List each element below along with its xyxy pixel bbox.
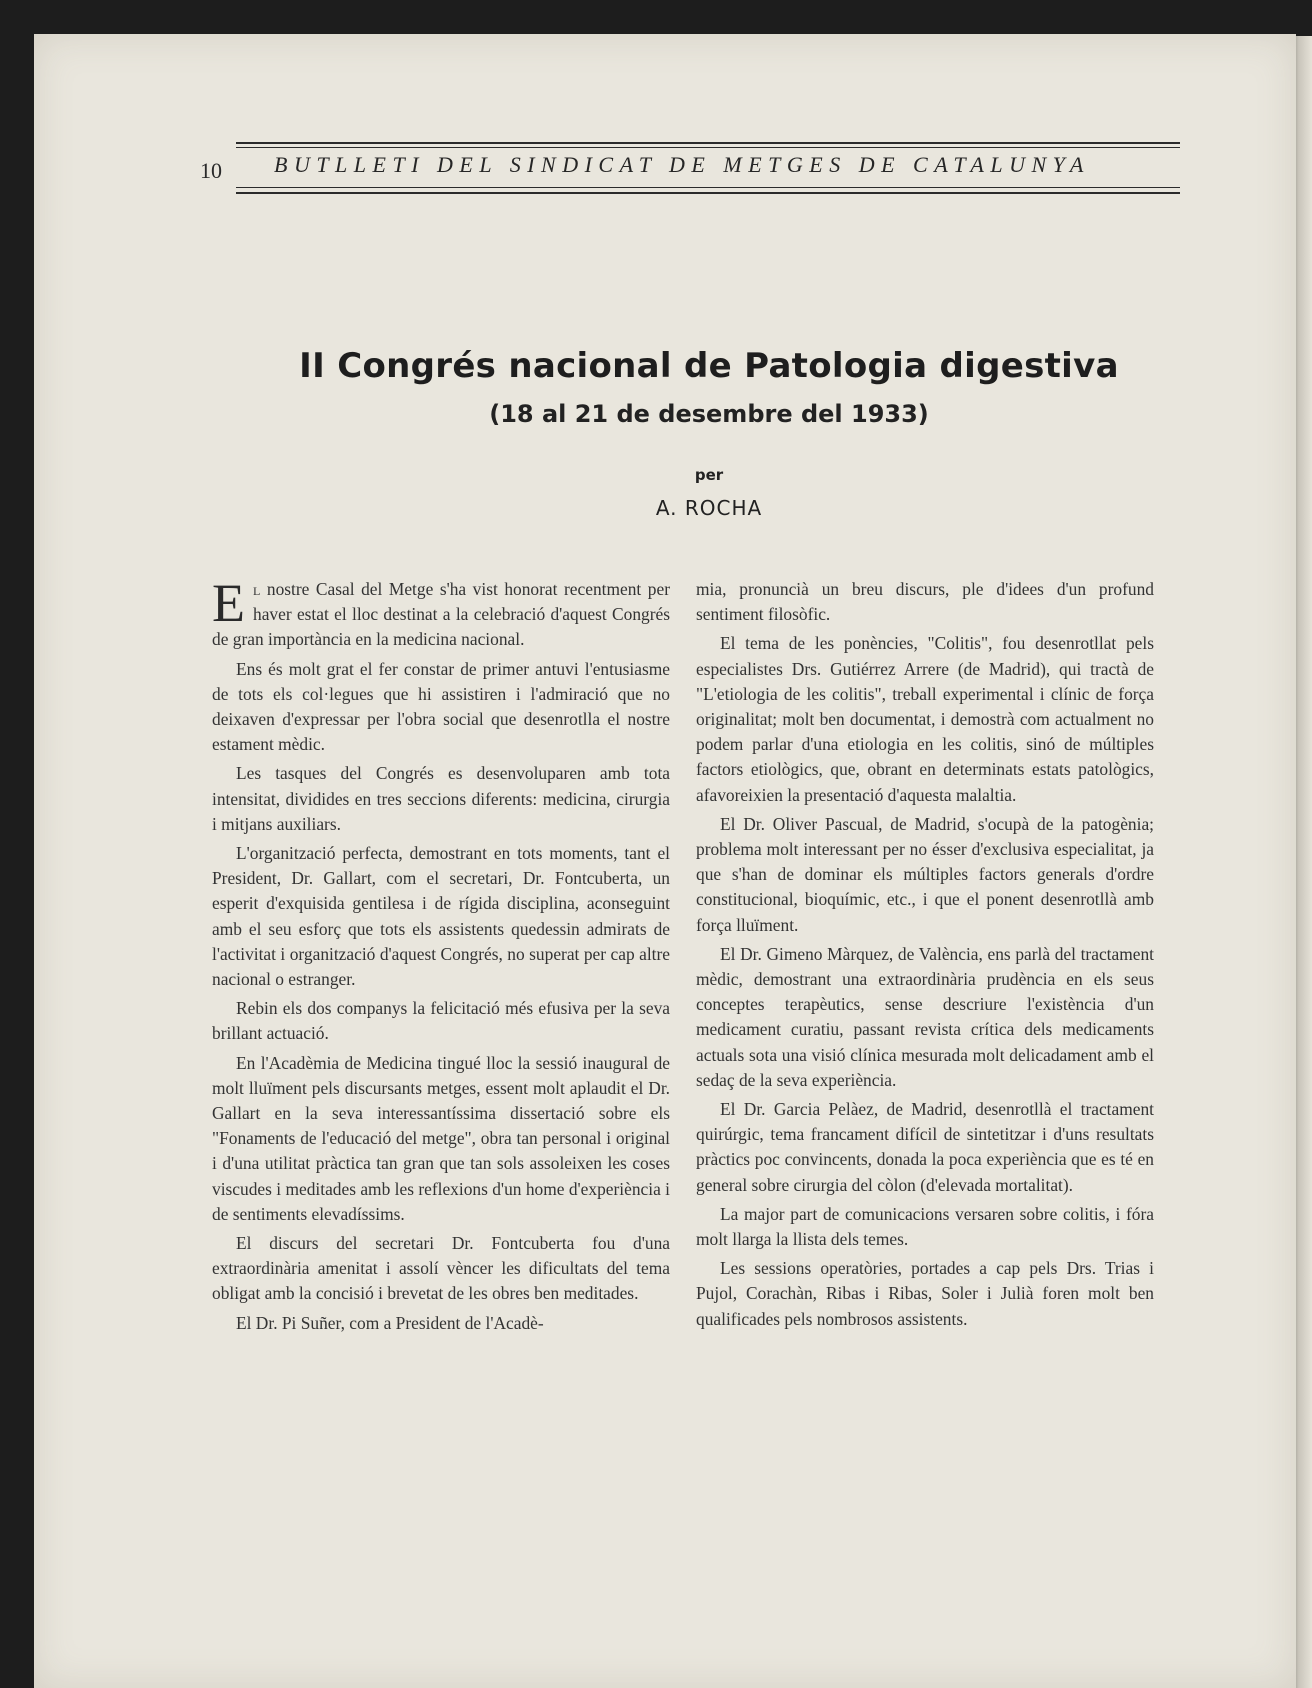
header-rule-top-thin xyxy=(236,147,1180,148)
paragraph: La major part de comunicacions versaren sobre colitis, i fóra molt llarga la llista dels temes. xyxy=(696,1203,1154,1250)
right-column xyxy=(696,577,1154,1336)
drop-cap: E xyxy=(212,573,245,633)
paragraph: El Dr. Garcia Pelàez, de Madrid, desenrotllà el tractament quirúrgic, tema francament difícil de sintetitzar i d'uns resultats pràctics poc convincents, donada la poca experiència que es té en general sobre cirurgia del còlon (d'elevada mortalitat). xyxy=(696,1099,1154,1195)
journal-title: BUTLLETI DEL SINDICAT DE METGES DE CATALUNYA xyxy=(274,152,1090,177)
document-page xyxy=(34,34,1296,1688)
paragraph: El Dr. Pi Suñer, com a President de l'Acadè- xyxy=(236,1312,544,1333)
paragraph: El Dr. Oliver Pascual, de Madrid, s'ocupà de la patogènia; problema molt interessant per no ésser d'exclusiva especialitat, ja que s'han de dominar els múltiples factors generals d'ordre constitucional, bioquímic, etc., i que el ponent desenrotllà amb força lluïment. xyxy=(696,813,1154,935)
page-number: 10 xyxy=(200,158,222,183)
lead-smallcaps: l xyxy=(253,579,261,599)
paragraph: L'organització perfecta, demostrant en tots moments, tant el President, Dr. Gallart, com el secretari, Dr. Fontcuberta, un esperit d'exquisida gentilesa i de rígida disciplina, aconseguint amb el seu esforç que tots els assistents quedessin admirats de l'activitat i organització d'aquest Congrés, no superat per cap altre nacional o estranger. xyxy=(212,843,670,990)
paragraph: Ens és molt grat el fer constar de primer antuvi l'entusiasme de tots els col·legues que hi assistiren i l'admiració que no deixaven d'expressar per l'obra social que desenrotlla el nostre estament mèdic. xyxy=(212,658,670,755)
paragraph: Les sessions operatòries, portades a cap pels Drs. Trias i Pujol, Corachàn, Ribas i Ribas, Soler i Julià foren molt ben qualificades pels nombrosos assistents. xyxy=(696,1258,1154,1329)
paragraph: En l'Acadèmia de Medicina tingué lloc la sessió inaugural de molt lluïment pels discursants metges, essent molt aplaudit el Dr. Gallart en la seva interessantíssima dissertació sobre els "Fonaments de l'educació del metge", obra tan personal i original i d'una utilitat pràctica tan gran que tan sols assoleixen les coses viscudes i meditades amb les reflexions d'un home d'experiència i de sentiments elevadíssims. xyxy=(212,1052,670,1224)
paragraph-continuation: mia, pronuncià un breu discurs, ple d'idees d'un profund sentiment filosòfic. xyxy=(696,579,1154,625)
header-rule-top xyxy=(236,142,1180,144)
header-rule-bottom-thin xyxy=(236,187,1180,188)
paragraph: El tema de les ponències, "Colitis", fou desenrotllat pels especialistes Drs. Gutiérrez Arrere (de Madrid), qui tractà de "L'etiologia de les colitis", treball experimental i clínic de força originalitat; molt ben documentat, i demostrà com actualment no podem parlar d'una etiologia en les colitis, sinó de múltiples factors etiològics, que, obrant en determinats estats patològics, afavoreixien la presentació d'aquesta malaltia. xyxy=(696,633,1154,805)
article-subtitle: (18 al 21 de desembre del 1933) xyxy=(489,400,929,428)
paragraph: El Dr. Gimeno Màrquez, de València, ens parlà del tractament mèdic, demostrant una extraordinària prudència en els seus conceptes terapèutics, sense descriure l'existència d'un medicament curatiu, passant revista crítica dels medicaments actuals sota una visió clínica mesurada molt delicadament amb el sedaç de la seva experiència. xyxy=(696,943,1154,1090)
left-column xyxy=(212,573,670,1340)
lead-text: nostre Casal del Metge s'ha vist honorat recentment per haver estat el lloc destinat a la celebració d'aquest Congrés de gran importància en la medicina nacional. xyxy=(212,579,670,650)
paragraph: El discurs del secretari Dr. Fontcuberta fou d'una extraordinària amenitat i assolí vèncer les dificultats del tema obligat amb la concisió i brevetat de les obres ben meditades. xyxy=(212,1233,670,1304)
paragraph: Rebin els dos companys la felicitació més efusiva per la seva brillant actuació. xyxy=(212,998,670,1044)
header-rule-bottom xyxy=(236,192,1180,194)
byline-per: per xyxy=(694,466,724,484)
byline-author: A. ROCHA xyxy=(655,496,763,520)
article-title: II Congrés nacional de Patologia digestiva xyxy=(299,346,1119,386)
paragraph: Les tasques del Congrés es desenvoluparen amb tota intensitat, dividides en tres seccions diferents: medicina, cirurgia i mitjans auxiliars. xyxy=(212,763,670,834)
lead-paragraph xyxy=(212,573,670,653)
